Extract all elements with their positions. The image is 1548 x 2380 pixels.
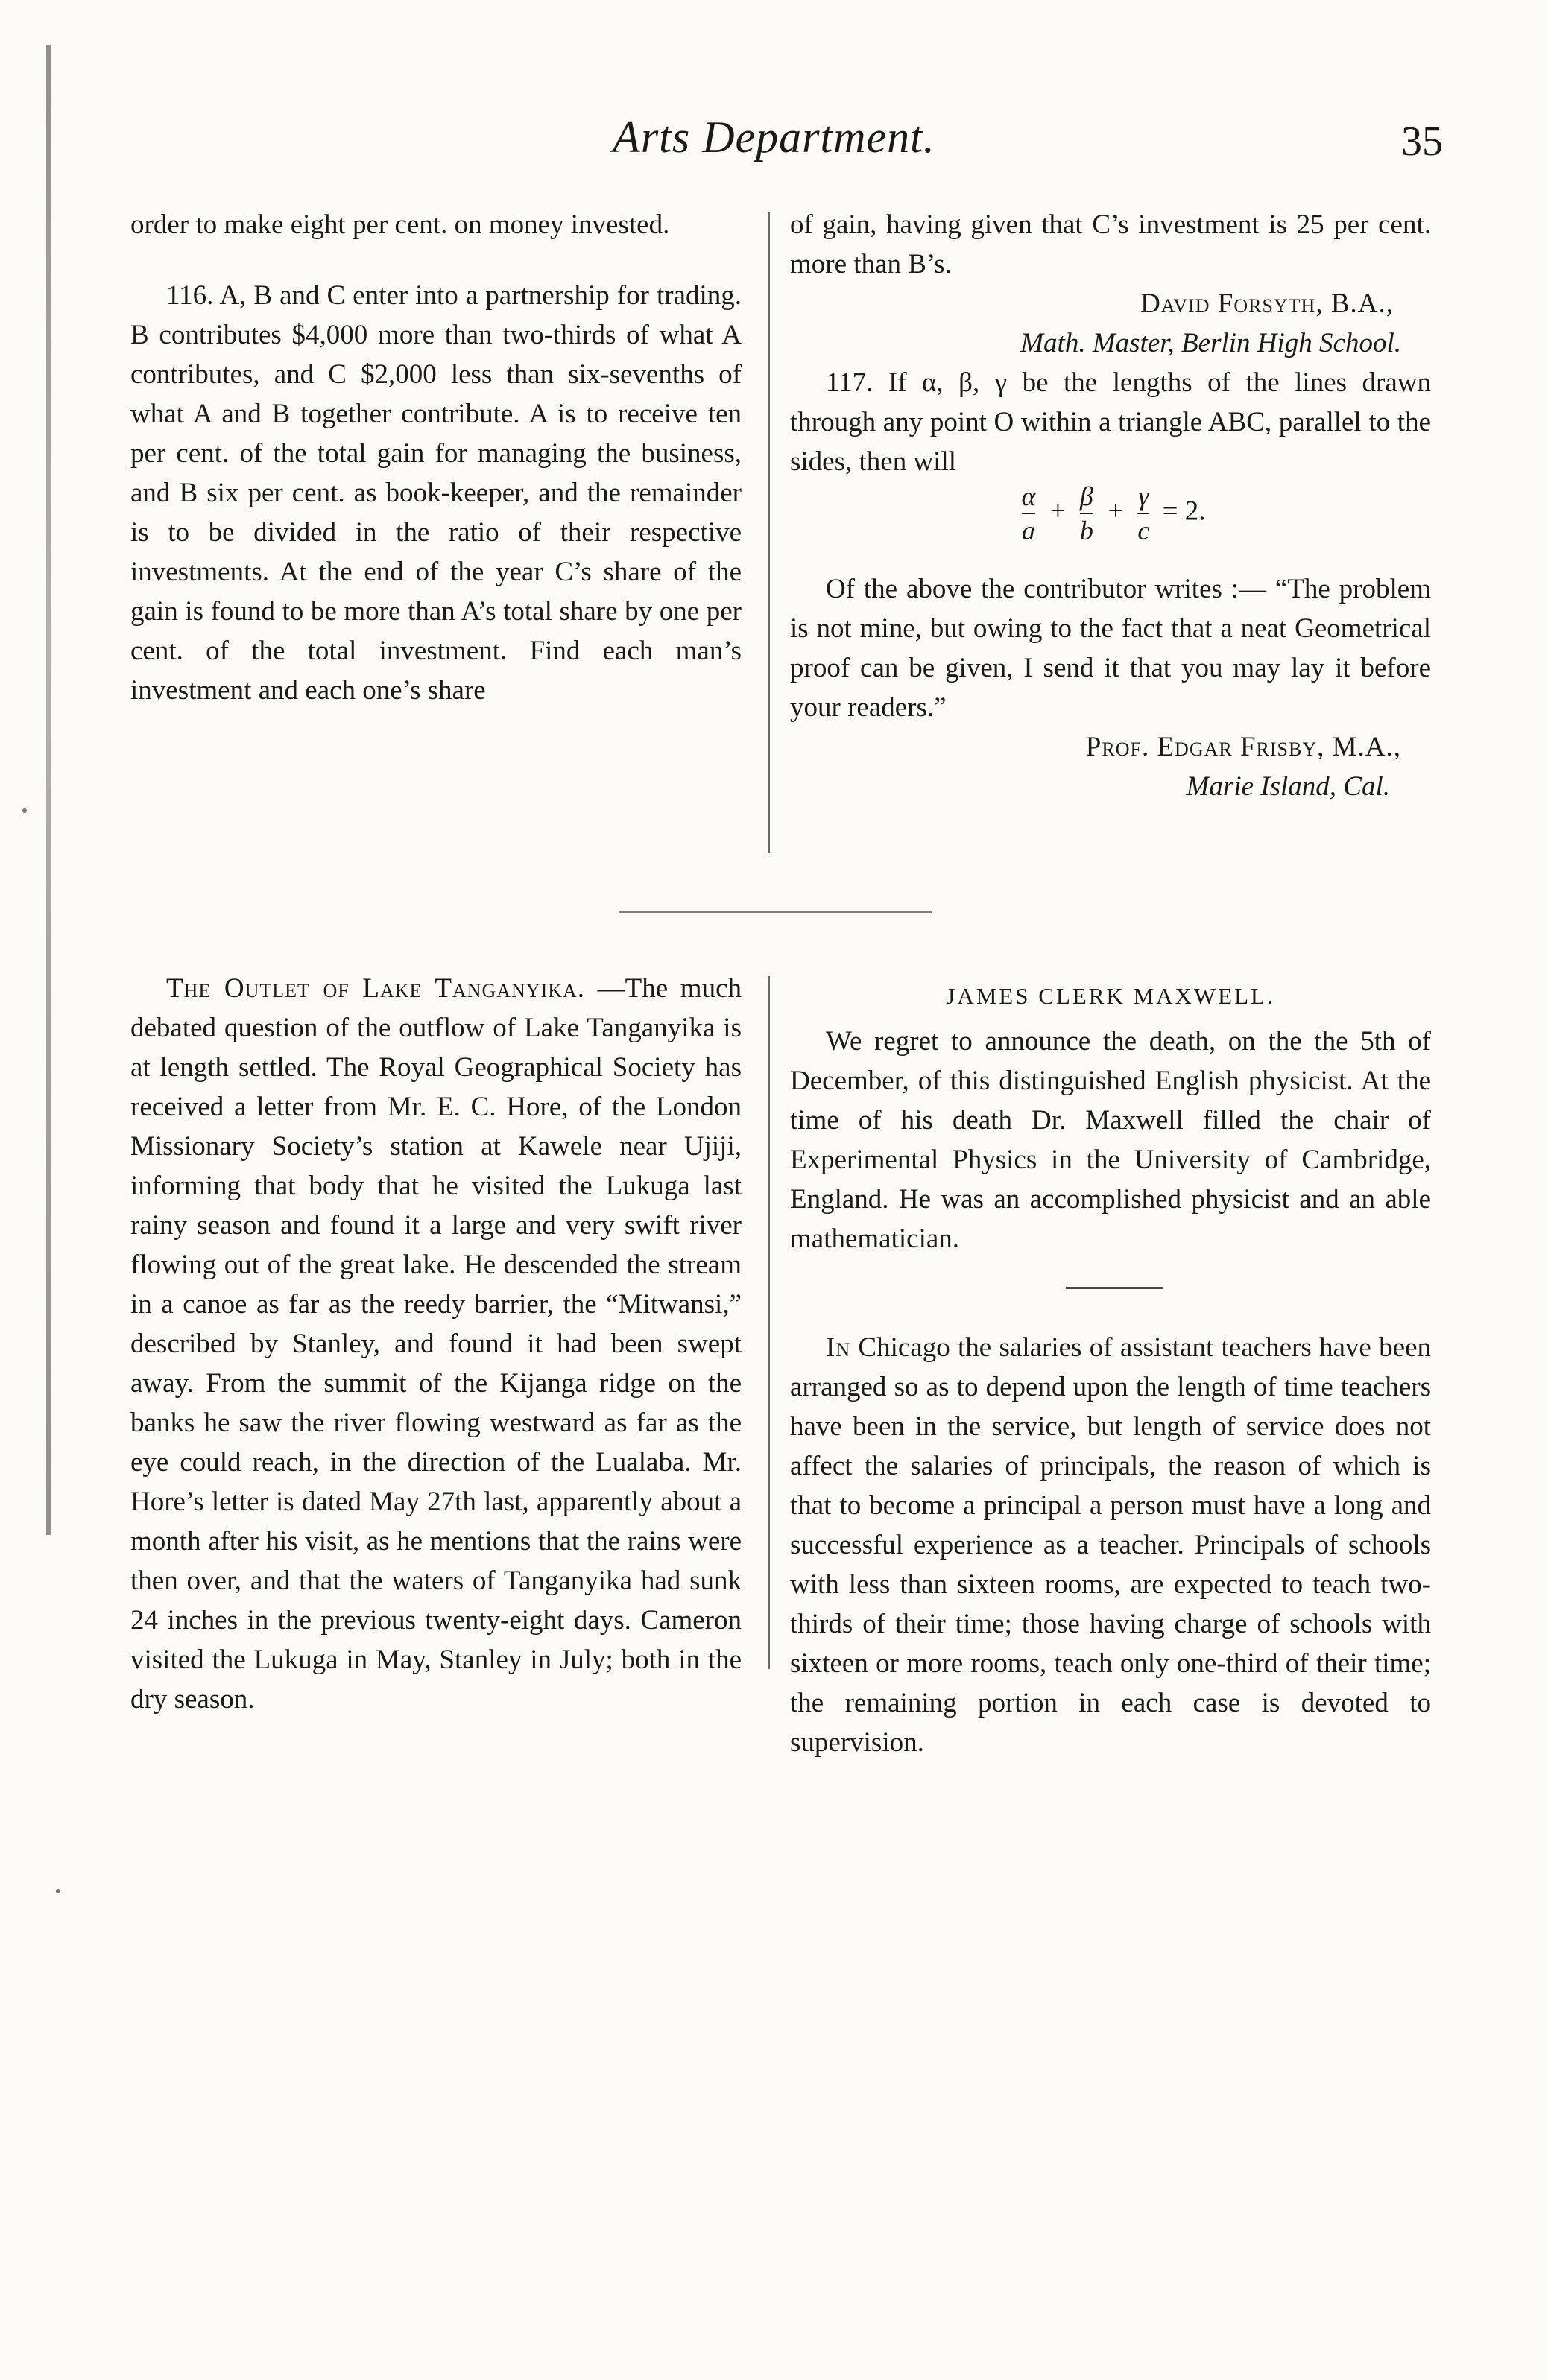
lead-word: In (826, 1332, 851, 1363)
bottom-left-column (130, 969, 742, 1719)
short-rule (1066, 1287, 1163, 1289)
obituary-heading: JAMES CLERK MAXWELL. (946, 983, 1275, 1009)
top-left-column (130, 205, 742, 710)
continued-paragraph: order to make eight per cent. on money invested. (130, 209, 670, 240)
paper-speck (22, 808, 27, 813)
column-divider (768, 976, 770, 1669)
plus-sign: + (1048, 496, 1067, 527)
formula (790, 481, 1431, 569)
signature-name: David Forsyth, B.A., (1140, 288, 1394, 319)
contributor-note: Of the above the contributor writes :— “The problem is not mine, but owing to the fact that a neat Geometrical proof can be given, I send it that you may lay it before your readers.” (790, 574, 1431, 723)
bottom-right-column (790, 976, 1431, 1762)
fraction-beta-b (1080, 481, 1093, 545)
numerator: γ (1138, 481, 1149, 511)
problem-116: 116. A, B and C enter into a partnership for trading. B contributes $4,000 more than two-thirds of what A contributes, and C $2,000 less than six-sevenths of what A and B together contribute. A is to receive ten per cent. of the total gain for managing the business, and B six per cent. as book-keeper, and the remainder is to be divided in the ratio of their respective investments. At the end of the year C’s share of the gain is found to be more than A’s total share by one per cent. of the total investment. Find each man’s investment and each one’s share (130, 280, 742, 706)
denominator: b (1079, 516, 1093, 545)
denominator: c (1137, 516, 1150, 545)
page-number: 35 (1401, 118, 1443, 165)
chicago-paragraph (790, 1328, 1431, 1762)
column-divider (768, 212, 770, 853)
fraction-bar (1022, 513, 1036, 514)
binding-edge (46, 45, 51, 1535)
denominator: a (1021, 516, 1035, 545)
plus-sign: + (1106, 496, 1125, 527)
obituary-text: We regret to announce the death, on the the 5th of December, of this distinguished English physicist. At the time of his death Dr. Maxwell filled the chair of Experimental Physics in the University of Cambridge, England. He was an accomplished physicist and an able mathematician. (790, 1026, 1431, 1254)
article-tanganyika (130, 969, 742, 1719)
problem-117: 117. If α, β, γ be the lengths of the lines drawn through any point O within a triangle ABC, parallel to the sides, then will (790, 367, 1431, 477)
fraction-bar (1137, 513, 1149, 514)
continued-paragraph: of gain, having given that C’s investment is 25 per cent. more than B’s. (790, 209, 1431, 279)
section-divider (619, 911, 932, 913)
fraction-bar (1080, 513, 1093, 514)
equals-sign: = 2. (1162, 496, 1206, 527)
fraction-gamma-c (1137, 481, 1149, 545)
article-heading: The Outlet of Lake Tanganyika. (166, 973, 586, 1004)
signature-name: Prof. Edgar Frisby, M.A., (1085, 732, 1401, 762)
top-right-column (790, 205, 1431, 806)
paper-speck (56, 1889, 60, 1893)
article-body: —The much debated question of the outflow of Lake Tanganyika is at length settled. The Royal Geographical Society has received a letter from Mr. E. C. Hore, of the London Missionary Society’s station at Kawele near Ujiji, informing that body that he visited the Lukuga last rainy season and found it a large and very swift river flowing out of the great lake. He descended the stream in a canoe as far as the reedy barrier, the “Mitwansi,” described by Stanley, and found it had been swept away. From the summit of the Kijanga ridge on the banks he saw the river flowing westward as far as the eye could reach, in the direction of the Lualaba. Mr. Hore’s letter is dated May 27th last, apparently about a month after his visit, as he mentions that the rains were then over, and that the waters of Tanganyika had sunk 24 inches in the previous twenty-eight days. Cameron visited the Lukuga in May, Stanley in July; both in the dry season. (130, 973, 742, 1715)
running-title: Arts Department. (613, 113, 935, 162)
signature-title: Math. Master, Berlin High School. (1020, 328, 1401, 358)
numerator: α (1021, 481, 1036, 511)
numerator: β (1079, 481, 1093, 511)
chicago-text: Chicago the salaries of assistant teachers have been arranged so as to depend upon the length of time teachers have been in the service, but length of service does not affect the salaries of principals, the reason of which is that to become a principal a person must have a long and successful experience as a teacher. Principals of schools with less than sixteen rooms, are expected to teach two-thirds of their time; those having charge of schools with sixteen or more rooms, teach only one-third of their time; the remaining portion in each case is devoted to supervision. (790, 1332, 1431, 1758)
signature-place: Marie Island, Cal. (1186, 771, 1390, 802)
fraction-alpha-a (1022, 481, 1036, 545)
